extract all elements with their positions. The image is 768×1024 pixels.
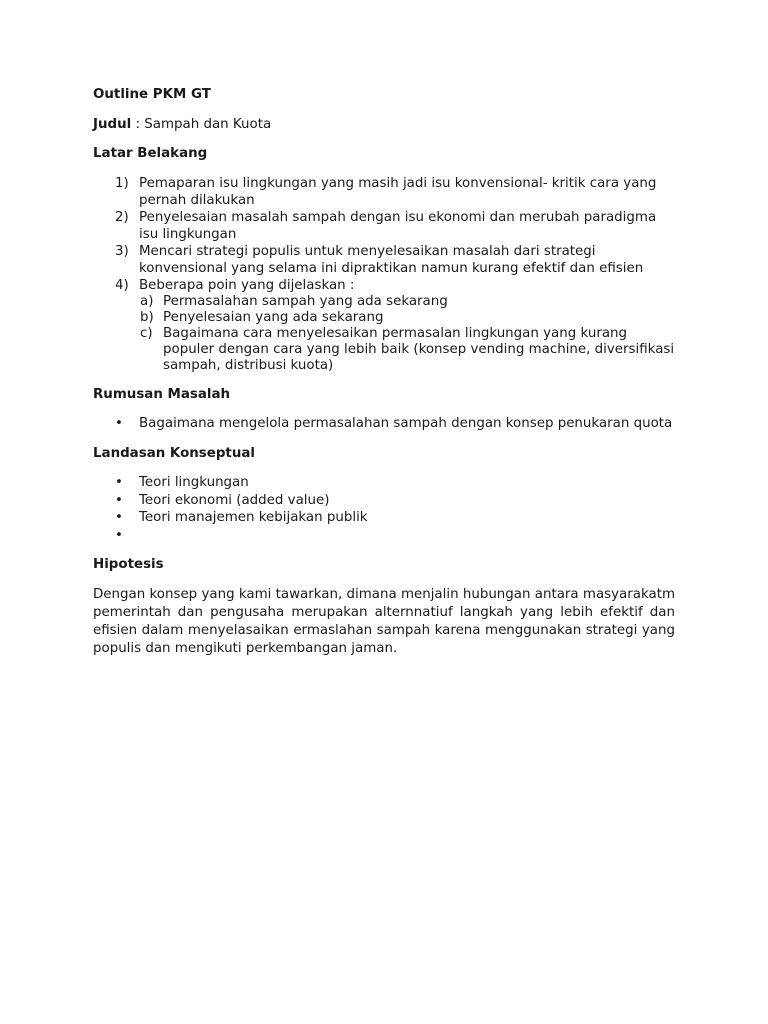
- list-item: [93, 175, 675, 209]
- list-item-text: Beberapa poin yang dijelaskan :: [139, 277, 355, 293]
- list-item-text: Teori manajemen kebijakan publik: [139, 510, 368, 525]
- sub-list-marker: c): [140, 325, 153, 341]
- list-marker: 4): [115, 277, 129, 293]
- latar-belakang-list: [93, 175, 675, 374]
- list-marker: 2): [115, 209, 129, 225]
- sub-list-marker: b): [140, 309, 154, 325]
- bullet-icon: •: [115, 492, 123, 508]
- heading-hipotesis: Hipotesis: [93, 557, 164, 572]
- list-item: [93, 277, 675, 374]
- bullet-icon: •: [115, 527, 123, 543]
- landasan-konseptual-list: [93, 474, 675, 544]
- document-title: Outline PKM GT: [93, 87, 211, 102]
- sub-list-item-text: Penyelesaian yang ada sekarang: [163, 309, 384, 325]
- list-item-empty: [93, 527, 675, 545]
- list-item-text: Teori lingkungan: [139, 475, 249, 490]
- sub-list-item-text: Permasalahan sampah yang ada sekarang: [163, 293, 448, 309]
- list-item-text: Penyelesaian masalah sampah dengan isu ekonomi dan merubah paradigma isu lingkungan: [139, 209, 657, 242]
- bullet-icon: •: [115, 510, 123, 525]
- sub-list: [139, 294, 675, 374]
- list-item-text: Mencari strategi populis untuk menyelesaikan masalah dari strategi konvensional yang selama ini dipraktikan namun kurang efektif dan efisien: [139, 243, 644, 276]
- rumusan-masalah-list: [93, 415, 675, 433]
- judul-value: : Sampah dan Kuota: [131, 116, 272, 132]
- sub-list-item-text: Bagaimana cara menyelesaikan permasalan lingkungan yang kurang populer dengan cara yang lebih baik (konsep vending machine, diversifikasi sampah, distribusi kuota): [163, 325, 675, 373]
- sub-list-item: [139, 294, 675, 310]
- list-item: [93, 474, 675, 492]
- list-item-text: Teori ekonomi (added value): [139, 492, 330, 508]
- list-item: [93, 243, 675, 277]
- list-marker: 1): [115, 175, 129, 191]
- list-item: [93, 415, 675, 433]
- heading-rumusan-masalah: Rumusan Masalah: [93, 386, 231, 402]
- document-page: [93, 86, 675, 658]
- heading-latar-belakang: Latar Belakang: [93, 146, 208, 161]
- judul-label: Judul: [93, 116, 132, 132]
- list-item-text: Pemaparan isu lingkungan yang masih jadi isu konvensional- kritik cara yang pernah dilakukan: [139, 175, 657, 208]
- list-item: [93, 209, 675, 243]
- list-item-text: Bagaimana mengelola permasalahan sampah dengan konsep penukaran quota: [139, 416, 673, 431]
- bullet-icon: •: [115, 416, 123, 431]
- sub-list-marker: a): [140, 293, 154, 309]
- list-item: [93, 492, 675, 510]
- list-marker: 3): [115, 243, 129, 259]
- sub-list-item: [139, 326, 675, 374]
- judul-line: [93, 116, 675, 134]
- hipotesis-paragraph: Dengan konsep yang kami tawarkan, dimana menjalin hubungan antara masyarakatm pemerintah dan pengusaha merupakan alternnatiuf langkah yang lebih efektif dan efisien dalam menyelasaikan ermaslahan sampah karena menggunakan strategi yang populis dan mengikuti perkembangan jaman.: [93, 586, 675, 656]
- heading-landasan-konseptual: Landasan Konseptual: [93, 445, 255, 461]
- sub-list-item: [139, 310, 675, 326]
- list-item: [93, 509, 675, 527]
- bullet-icon: •: [115, 475, 123, 490]
